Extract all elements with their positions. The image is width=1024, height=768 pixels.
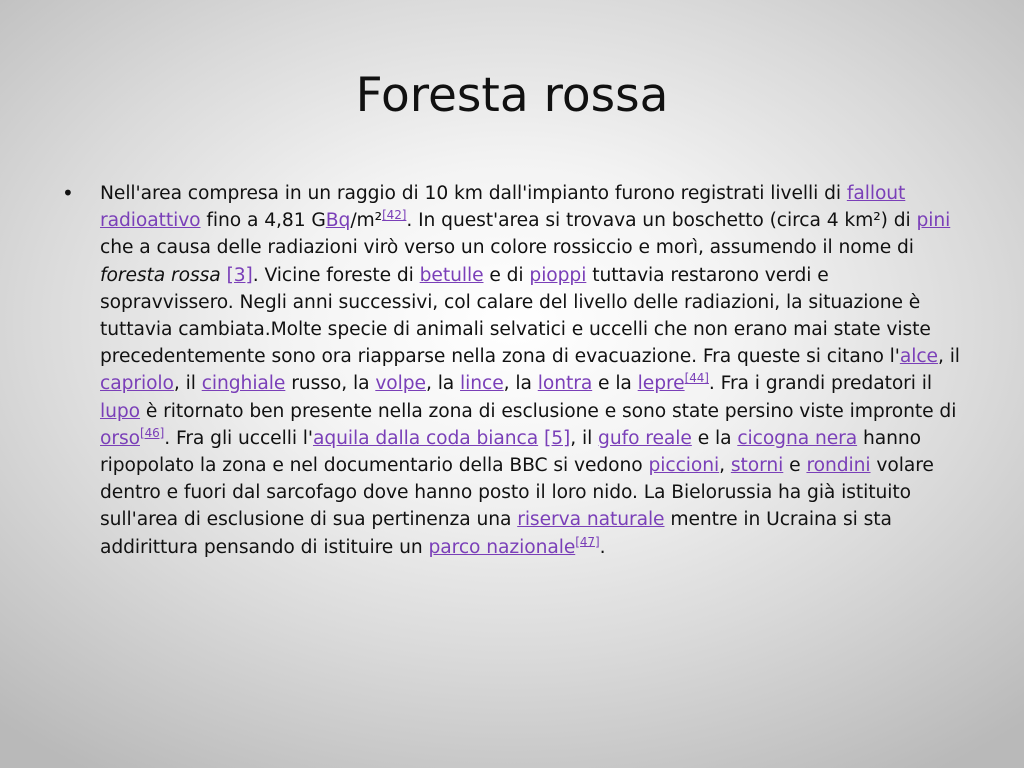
paragraph-text: . Fra gli uccelli l' bbox=[164, 427, 313, 449]
link-capriolo[interactable]: capriolo bbox=[100, 373, 174, 395]
bullet-marker: • bbox=[62, 181, 74, 205]
paragraph-text: che a causa delle radiazioni virò verso un colore rossiccio e morì, assumendo il nome di bbox=[100, 237, 914, 259]
link-gufo-reale[interactable]: gufo reale bbox=[598, 427, 692, 449]
link-storni[interactable]: storni bbox=[730, 455, 784, 477]
citation-44[interactable]: [44] bbox=[684, 371, 709, 386]
paragraph-text: , il bbox=[173, 373, 202, 395]
link-lince[interactable]: lince bbox=[460, 373, 504, 395]
link-fallout-radioattivo[interactable]: fallout radioattivo bbox=[100, 183, 906, 232]
paragraph-text: russo, la bbox=[285, 373, 376, 395]
link-piccioni[interactable]: piccioni bbox=[648, 455, 720, 477]
link-riserva-naturale[interactable]: riserva naturale bbox=[517, 509, 665, 531]
paragraph-text: e di bbox=[483, 264, 530, 286]
paragraph-text: e la bbox=[592, 373, 638, 395]
citation-47[interactable]: [47] bbox=[575, 534, 600, 549]
slide-title: Foresta rossa bbox=[355, 68, 669, 123]
paragraph-text: , bbox=[719, 455, 731, 477]
paragraph-text: volare dentro e fuori dal sarcofago dove hanno posto il loro nido. La Bielorussia ha già istituito sull'area di esclusione di sua pertinenza una bbox=[100, 455, 934, 531]
paragraph-text: . bbox=[599, 536, 606, 558]
paragraph-text: mentre in Ucraina si sta addirittura pensando di istituire un bbox=[100, 509, 892, 558]
paragraph-text: Nell'area compresa in un raggio di 10 km dall'impianto furono registrati livelli di bbox=[100, 183, 847, 204]
link-orso[interactable]: orso bbox=[100, 427, 140, 449]
citation-46[interactable]: [46] bbox=[139, 425, 165, 440]
link-bq[interactable]: Bq bbox=[325, 210, 351, 232]
link-betulle[interactable]: betulle bbox=[419, 264, 484, 286]
paragraph-text: è ritornato ben presente nella zona di esclusione e sono state persino viste impronte di bbox=[140, 400, 957, 422]
link-cicogna-nera[interactable]: cicogna nera bbox=[737, 427, 858, 449]
slide-body bbox=[62, 180, 967, 561]
paragraph-text: , la bbox=[503, 373, 538, 395]
paragraph-text: . Fra i grandi predatori il bbox=[708, 373, 932, 395]
link-lontra[interactable]: lontra bbox=[537, 373, 593, 395]
paragraph-text: . In quest'area si trovava un boschetto (circa 4 km²) di bbox=[406, 210, 917, 232]
paragraph-text: , il bbox=[570, 427, 599, 449]
link-aquila-dalla-coda-bianca[interactable]: aquila dalla coda bianca bbox=[312, 427, 539, 449]
link-lepre[interactable]: lepre bbox=[637, 373, 685, 395]
link-lupo[interactable]: lupo bbox=[100, 400, 141, 422]
link-cinghiale[interactable]: cinghiale bbox=[201, 373, 286, 395]
link-rondini[interactable]: rondini bbox=[806, 455, 871, 477]
paragraph-text: hanno ripopolato la zona e nel documentario della BBC si vedono bbox=[100, 427, 921, 477]
paragraph-text: e bbox=[783, 455, 807, 477]
paragraph-text: , la bbox=[425, 373, 461, 395]
citation-3[interactable]: [3] bbox=[226, 264, 253, 286]
paragraph-text: fino a 4,81 G bbox=[200, 210, 326, 232]
link-alce[interactable]: alce bbox=[899, 346, 938, 368]
paragraph-text: /m² bbox=[350, 210, 383, 232]
paragraph-text: , il bbox=[937, 346, 960, 368]
link-pioppi[interactable]: pioppi bbox=[529, 264, 587, 286]
citation-42[interactable]: [42] bbox=[382, 207, 407, 222]
paragraph-text: e la bbox=[691, 427, 738, 449]
link-volpe[interactable]: volpe bbox=[375, 373, 426, 395]
link-parco-nazionale[interactable]: parco nazionale bbox=[428, 536, 576, 558]
paragraph-text: tuttavia restarono verdi e sopravvissero. Negli anni successivi, col calare del livello delle radiazioni, la situazione è tuttavia cambiata.Molte specie di animali selvatici e uccelli che non erano mai state viste precedentemente sono ora riapparse nella zona di evacuazione. Fra queste si citano l' bbox=[100, 264, 931, 368]
emphasis-foresta-rossa: foresta rossa bbox=[100, 264, 221, 286]
bullet-paragraph bbox=[100, 180, 967, 561]
link-pini[interactable]: pini bbox=[916, 210, 951, 232]
paragraph-text: . Vicine foreste di bbox=[252, 264, 420, 286]
citation-5[interactable]: [5] bbox=[544, 427, 571, 449]
